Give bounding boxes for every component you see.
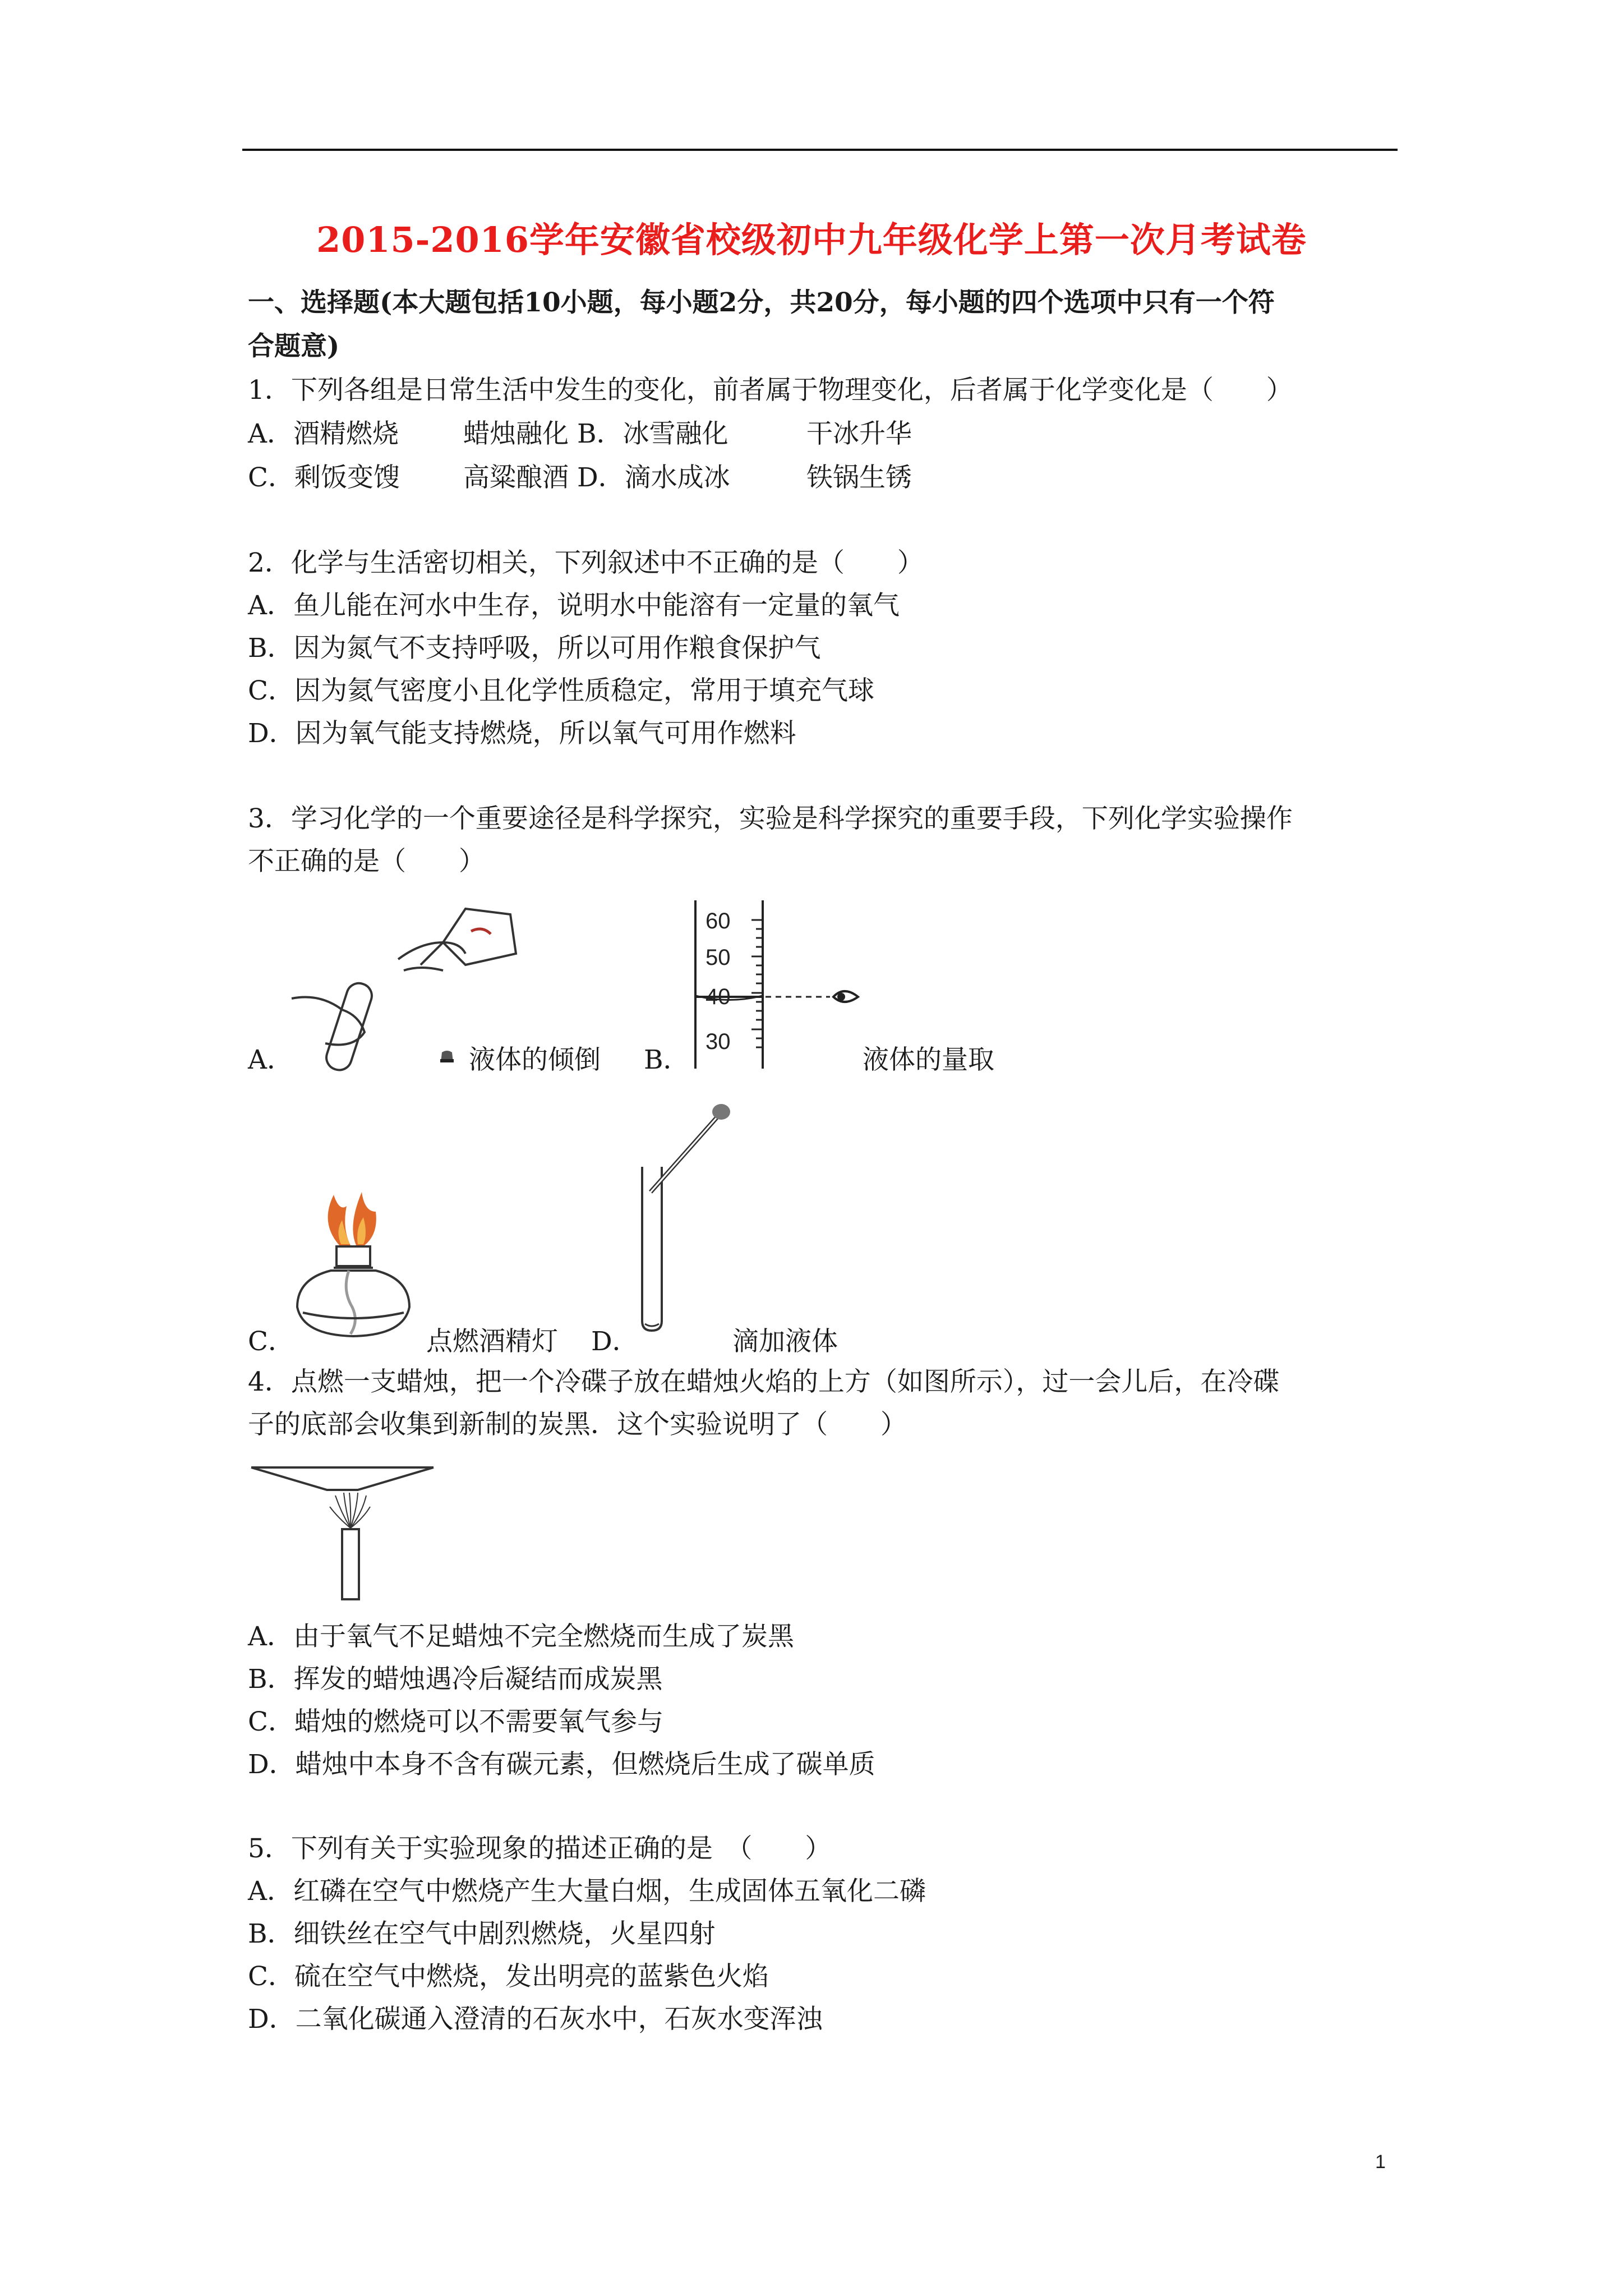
dropper-icon (651, 1104, 730, 1192)
section-heading-line2: 合题意) (248, 331, 340, 362)
q4-option-b: B．挥发的蜡烛遇冷后凝结而成炭黑 (248, 1664, 663, 1695)
q5-option-d: D．二氧化碳通入澄清的石灰水中，石灰水变浑浊 (248, 2004, 823, 2035)
graduated-cylinder-figure (667, 895, 864, 1074)
header-rule (242, 149, 1398, 151)
q5-option-c: C．硫在空气中燃烧，发出明亮的蓝紫色火焰 (248, 1961, 769, 1992)
exam-title: 2015-2016学年安徽省校级初中九年级化学上第一次月考试卷 (316, 219, 1307, 260)
q4-option-c: C．蜡烛的燃烧可以不需要氧气参与 (248, 1706, 663, 1737)
q2-option-b: B．因为氮气不支持呼吸，所以可用作粮食保护气 (248, 633, 821, 664)
q3-option-a-letter: A． (248, 1045, 293, 1075)
q3-stem-line2: 不正确的是（ ） (248, 846, 485, 877)
section-heading-line1: 一、选择题(本大题包括10小题，每小题2分，共20分，每小题的四个选项中只有一个符 (248, 287, 1275, 318)
cylinder-tick-30: 30 (706, 1029, 731, 1054)
eye-icon (833, 991, 858, 1002)
cylinder-tick-60: 60 (706, 909, 731, 933)
q5-stem: 5．下列有关于实验现象的描述正确的是 （ ） (248, 1833, 832, 1864)
alcohol-lamp-figure (286, 1172, 421, 1341)
cylinder-tick-50: 50 (706, 945, 731, 970)
q3-option-a-label: 液体的倾倒 (469, 1045, 601, 1075)
dropper-test-tube-figure (639, 1099, 740, 1335)
q1-option-c: C．剩饭变馊 (248, 462, 400, 493)
q3-option-b-letter: B． (644, 1045, 690, 1075)
q3-stem-line1: 3．学习化学的一个重要途径是科学探究，实验是科学探究的重要手段，下列化学实验操作 (248, 803, 1293, 834)
page-number: 1 (1375, 2151, 1386, 2173)
q4-option-a: A．由于氧气不足蜡烛不完全燃烧而生成了炭黑 (248, 1621, 794, 1652)
q5-option-a: A．红磷在空气中燃烧产生大量白烟，生成固体五氧化二磷 (248, 1876, 926, 1907)
q2-option-d: D．因为氧气能支持燃烧，所以氧气可用作燃料 (248, 718, 796, 749)
candle-plate-figure (251, 1462, 436, 1602)
q1-stem: 1．下列各组是日常生活中发生的变化，前者属于物理变化，后者属于化学变化是（ ） (248, 375, 1293, 406)
q1-option-a2-b: 蜡烛融化 B．冰雪融化 (463, 418, 728, 449)
q4-option-d: D．蜡烛中本身不含有碳元素，但燃烧后生成了碳单质 (248, 1749, 875, 1780)
q2-option-c: C．因为氦气密度小且化学性质稳定，常用于填充气球 (248, 675, 874, 706)
q4-stem-line1: 4．点燃一支蜡烛，把一个冷碟子放在蜡烛火焰的上方（如图所示），过一会儿后，在冷碟 (248, 1366, 1280, 1397)
q1-option-a: A．酒精燃烧 (248, 418, 399, 449)
q2-stem: 2．化学与生活密切相关，下列叙述中不正确的是（ ） (248, 547, 924, 578)
candle-flame-icon (330, 1493, 370, 1528)
q2-option-a: A．鱼儿能在河水中生存，说明水中能溶有一定量的氧气 (248, 590, 900, 621)
stopper-icon (439, 1048, 455, 1065)
q4-stem-line2: 子的底部会收集到新制的炭黑．这个实验说明了（ ） (248, 1409, 907, 1440)
q1-option-d2: 铁锅生锈 (806, 462, 912, 493)
q3-option-d-label: 滴加液体 (732, 1326, 838, 1357)
q3-option-c-letter: C． (248, 1326, 294, 1357)
q5-option-b: B．细铁丝在空气中剧烈燃烧，火星四射 (248, 1918, 716, 1949)
flame-icon (328, 1192, 376, 1245)
q1-option-c2-d: 高粱酿酒 D．滴水成冰 (463, 462, 730, 493)
q1-option-b2: 干冰升华 (806, 418, 912, 449)
q3-option-c-label: 点燃酒精灯 (426, 1326, 558, 1357)
q3-option-d-letter: D． (591, 1326, 639, 1357)
cylinder-tick-40: 40 (706, 984, 731, 1009)
q3-option-b-label: 液体的量取 (863, 1045, 994, 1075)
